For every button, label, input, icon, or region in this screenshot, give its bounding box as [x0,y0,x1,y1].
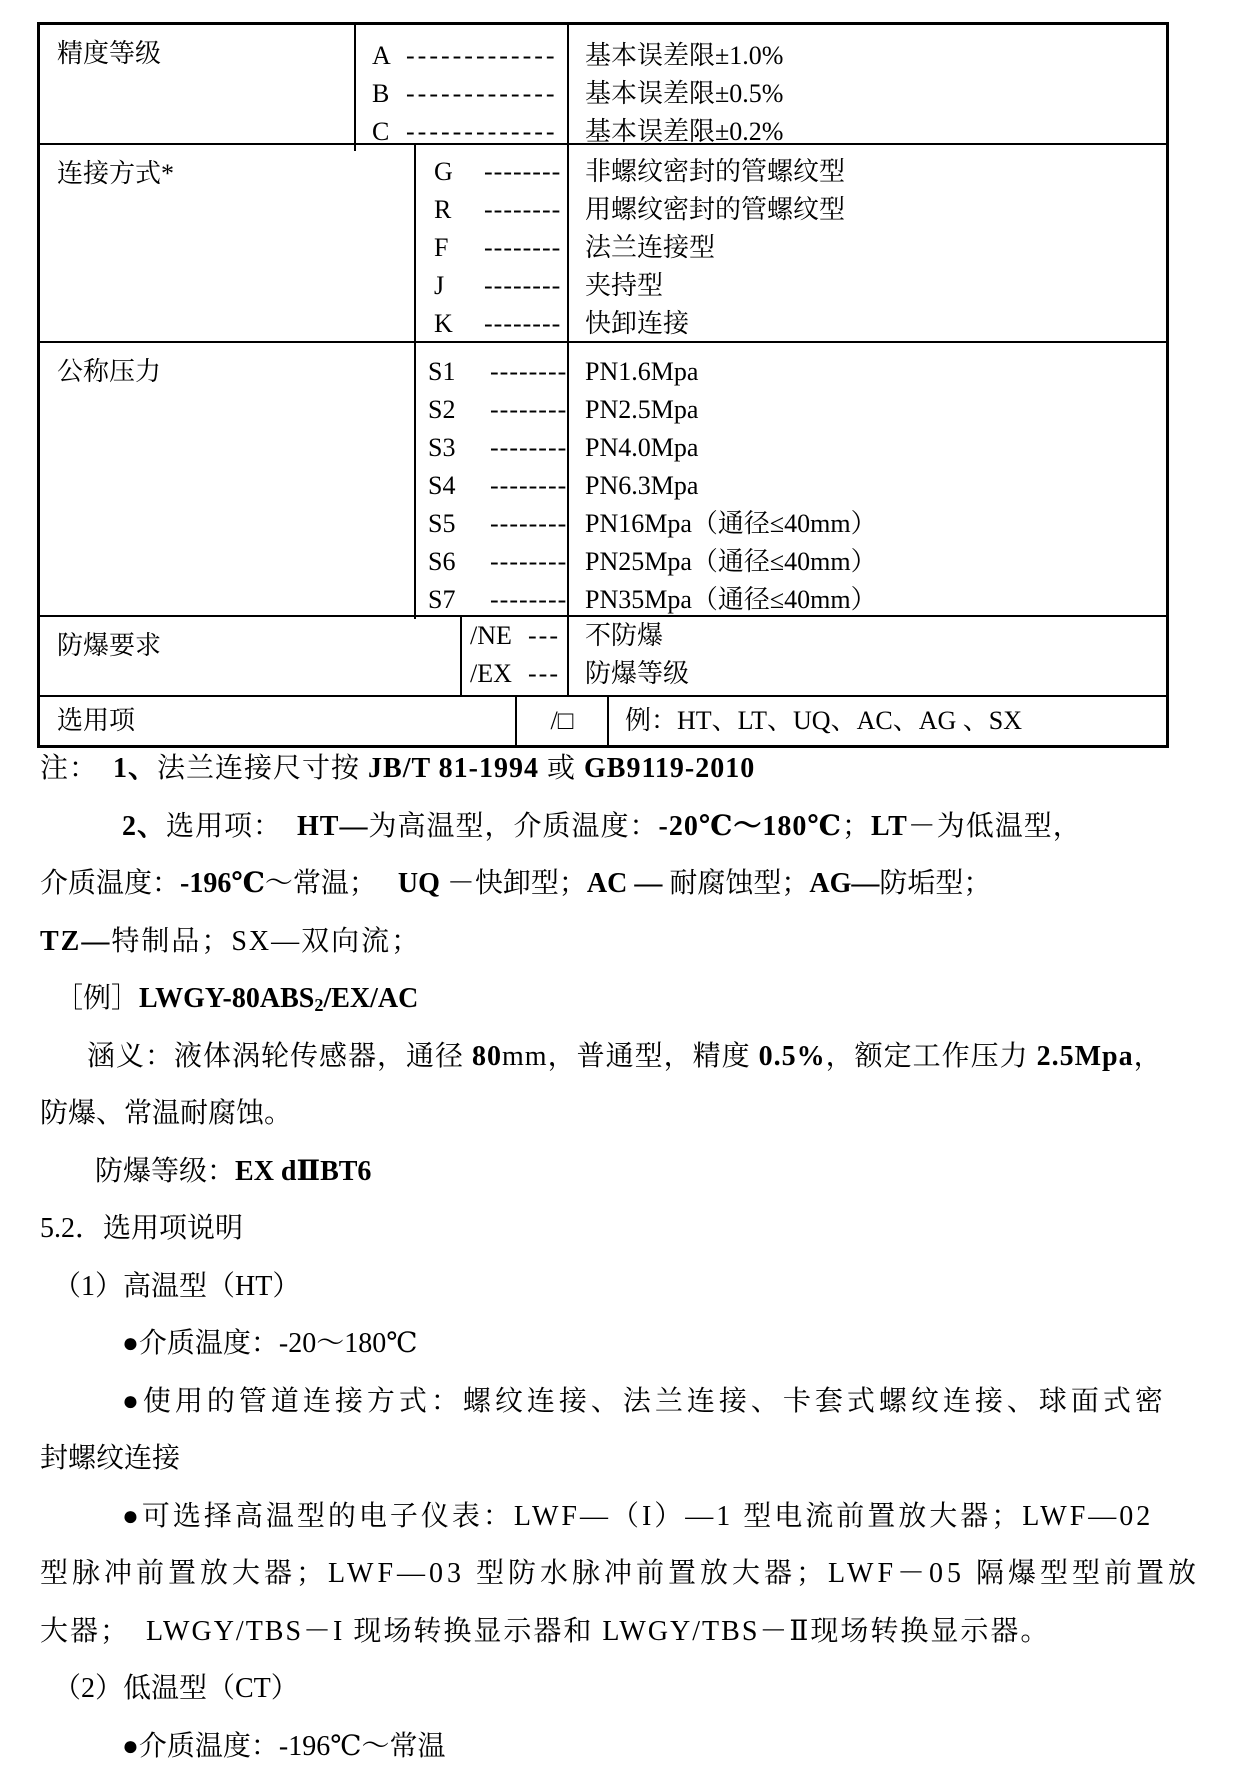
option-code: K [434,309,453,338]
code-column [460,617,567,695]
text-segment: JB/T 81-1994 [368,753,539,784]
leader-dashes: ------------- [406,79,558,108]
option-description: PN16Mpa（通径≤40mm） [585,509,877,538]
model-selection-table [37,22,1169,748]
option-code: /EX [470,659,512,688]
code-column [414,145,567,343]
text-line [40,1603,1205,1661]
leader-dashes: -------- [490,471,568,500]
text-segment: /EX/AC [323,983,419,1014]
option-description: 防爆等级 [585,659,690,688]
option-code-line [372,75,567,113]
text-line [40,1200,1205,1258]
leader-dashes: -------- [490,395,568,424]
option-code-line [372,37,567,75]
text-line [40,1315,1205,1373]
leader-dashes: -------- [484,157,562,186]
leader-dashes: -------- [484,195,562,224]
option-description: 基本误差限±0.5% [585,79,784,108]
text-segment: GB9119-2010 [584,753,756,784]
option-code: F [434,233,449,262]
row-label: 防爆要求 [57,631,162,660]
leader-dashes: -------- [484,233,562,262]
text-line [40,1545,1205,1603]
text-segment: 特制品；SX—双向流； [111,925,422,957]
text-segment: 涵义：液体涡轮传感器，通径 [87,1040,473,1072]
table-row [40,343,1166,617]
option-code-line [428,353,567,391]
text-segment: ［例］ [55,983,140,1014]
option-code-line [470,655,567,693]
option-code: /NE [470,621,512,650]
option-code-line [434,267,567,305]
table-row [40,145,1166,343]
text-line [40,740,1205,798]
option-code-line [428,391,567,429]
text-segment: ●介质温度：-196℃～常温 [122,1730,446,1762]
text-segment: 选用项： [166,810,298,842]
text-segment: 耐腐蚀型； [662,868,810,899]
option-code: S1 [428,357,456,386]
text-segment: 防垢型； [879,868,992,899]
text-segment: EX dⅡBT6 [235,1155,372,1187]
text-segment: （1）高温型（HT） [53,1270,301,1302]
option-description: 用螺纹密封的管螺纹型 [585,195,846,224]
option-code-line [434,305,567,343]
option-code-line [428,429,567,467]
text-segment: 1、 [113,753,158,784]
text-segment: 型脉冲前置放大器；LWF—03 型防水脉冲前置放大器；LWF－05 隔爆型型前置放 [40,1558,1201,1589]
text-segment: ～常温； [264,868,398,899]
description-column [567,617,1166,695]
option-description: 非螺纹密封的管螺纹型 [585,157,846,186]
option-description: 夹持型 [585,271,664,300]
leader-dashes: ------------- [406,41,558,70]
option-code-line [434,229,567,267]
option-code: S3 [428,433,456,462]
text-segment: 法兰连接尺寸按 [157,753,369,784]
leader-dashes: --- [528,659,560,688]
table-row [40,25,1166,145]
text-segment: AG— [809,868,880,899]
option-description: PN6.3Mpa [585,471,699,500]
text-segment: LT [870,810,908,842]
text-segment: 为高温型，介质温度： [368,810,659,842]
option-code-line [434,191,567,229]
table-row [40,697,1166,745]
text-segment: HT— [297,810,369,842]
leader-dashes: -------- [490,585,568,614]
text-line [40,970,1205,1028]
option-description: 法兰连接型 [585,233,716,262]
option-description: PN4.0Mpa [585,433,699,462]
option-description: PN2.5Mpa [585,395,699,424]
text-line [40,913,1205,971]
row-label: 精度等级 [57,39,162,68]
text-segment: TZ— [40,925,112,957]
text-line [40,798,1205,856]
option-code: R [434,195,452,224]
option-description: 不防爆 [585,621,664,650]
option-code: /□ [550,706,574,735]
text-segment: UQ [397,868,440,899]
option-code-line [428,467,567,505]
text-segment: 介质温度： [40,868,181,899]
option-description: PN25Mpa（通径≤40mm） [585,547,877,576]
text-segment: 2.5Mpa [1036,1040,1134,1072]
text-segment: 或 [539,753,585,784]
text-segment: －快卸型； [439,868,587,899]
text-line [40,1430,1205,1488]
option-description: 快卸连接 [585,309,690,338]
option-code: A [372,41,391,70]
text-line [40,1085,1205,1143]
description-column [607,697,1166,745]
text-line [40,1373,1205,1431]
option-description: 基本误差限±0.2% [585,117,784,146]
option-code-line [428,581,567,619]
text-segment: －为低温型， [907,810,1082,842]
text-segment: mm，普通型，精度 [502,1040,759,1072]
option-code-line [434,153,567,191]
text-segment: 80 [472,1040,503,1072]
option-code-line [428,543,567,581]
text-segment: 2 [314,995,324,1015]
leader-dashes: -------- [484,271,562,300]
description-column [567,145,1166,343]
option-description: PN1.6Mpa [585,357,699,386]
option-code: S5 [428,509,456,538]
option-code-line [517,697,607,735]
text-line [40,1718,1205,1776]
text-line [40,1143,1205,1201]
option-description: 基本误差限±1.0% [585,41,784,70]
text-segment: 注： [40,753,114,784]
text-segment: ， [1133,1040,1163,1072]
text-segment: ，额定工作压力 [825,1040,1037,1072]
leader-dashes: ------------- [406,117,558,146]
option-description: PN35Mpa（通径≤40mm） [585,585,877,614]
text-segment: 0.5% [758,1040,826,1072]
text-segment: 防爆等级： [95,1155,236,1187]
text-line [40,1488,1205,1546]
text-line [40,1660,1205,1718]
text-segment: 防爆、常温耐腐蚀。 [40,1098,293,1129]
option-code: C [372,117,390,146]
text-segment: 封螺纹连接 [40,1443,181,1474]
row-label: 选用项 [57,706,136,735]
text-segment: -196℃ [180,868,265,899]
text-segment: 大器； [40,1615,147,1647]
option-code: S4 [428,471,456,500]
option-code: G [434,157,453,186]
text-segment: ●介质温度：-20～180℃ [122,1328,418,1359]
table-row [40,617,1166,697]
leader-dashes: --- [528,621,560,650]
notes-block [40,740,1205,1775]
text-segment: ●可选择高温型的电子仪表：LWF—（I）—1 型电流前置放大器；LWF—02 [122,1500,1154,1532]
row-label: 连接方式* [57,159,175,188]
code-column [354,25,567,151]
option-code: S6 [428,547,456,576]
leader-dashes: -------- [484,309,562,338]
option-code-line [470,617,567,655]
code-column [414,343,567,619]
description-column [567,25,1166,151]
text-segment: AC — [586,868,663,899]
row-label: 公称压力 [57,357,162,386]
option-description: 例：HT、LT、UQ、AC、AG 、SX [625,706,1022,735]
option-code: S2 [428,395,456,424]
leader-dashes: -------- [490,357,568,386]
leader-dashes: -------- [490,433,568,462]
option-code: J [434,271,445,300]
code-column [515,697,607,745]
text-segment: LWGY-80ABS [139,983,315,1014]
description-column [567,343,1166,619]
option-code: B [372,79,390,108]
text-segment: 5.2．选用项说明 [40,1213,244,1244]
text-segment: 2、 [122,810,167,842]
text-line [40,1028,1205,1086]
text-segment: （2）低温型（CT） [53,1673,299,1704]
option-code: S7 [428,585,456,614]
option-code-line [428,505,567,543]
text-line [40,855,1205,913]
leader-dashes: -------- [490,547,568,576]
text-segment: ●使用的管道连接方式：螺纹连接、法兰连接、卡套式螺纹连接、球面式密 [122,1385,1167,1417]
text-segment: ； [841,810,871,842]
leader-dashes: -------- [490,509,568,538]
text-segment: LWGY/TBS－I 现场转换显示器和 LWGY/TBS－Ⅱ现场转换显示器。 [146,1615,1051,1647]
text-line [40,1258,1205,1316]
text-segment: -20℃～180℃ [658,810,842,842]
